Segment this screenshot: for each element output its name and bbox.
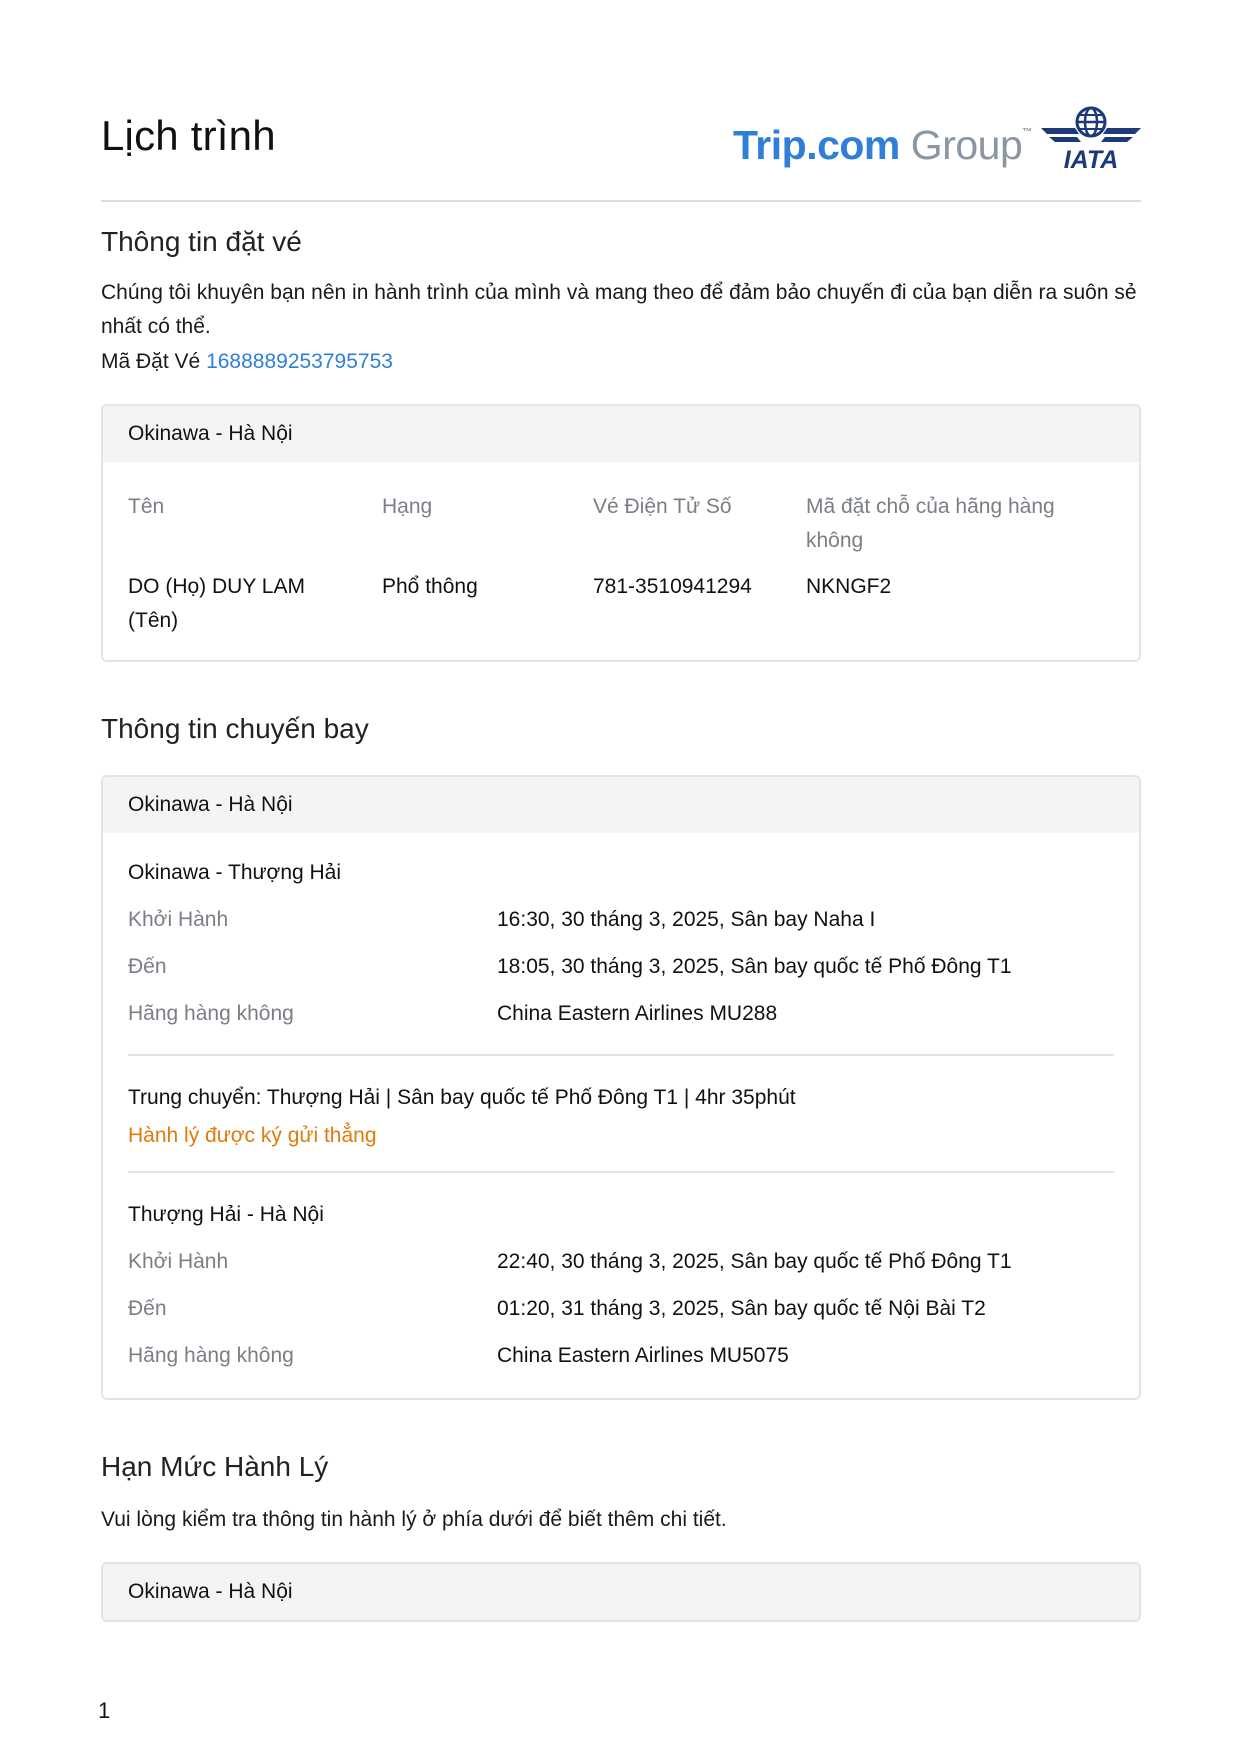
print-advice-text: Chúng tôi khuyên bạn nên in hành trình của mình và mang theo để đảm bảo chuyến đi của bạn diễn ra suôn sẻ nhất có thể. xyxy=(101,281,1137,338)
flight-card-route: Okinawa - Hà Nội xyxy=(103,777,1139,833)
segment-2-arrival: 01:20, 31 tháng 3, 2025, Sân bay quốc tế Nội Bài T2 xyxy=(497,1297,986,1320)
segment-2-departure-label: Khởi Hành xyxy=(128,1250,229,1273)
segment-2-airline-label: Hãng hàng không xyxy=(128,1344,294,1367)
baggage-allowance-title: Hạn Mức Hành Lý xyxy=(101,1451,329,1482)
booking-info-title: Thông tin đặt vé xyxy=(101,226,302,257)
passenger-card-route: Okinawa - Hà Nội xyxy=(103,406,1139,462)
flight-info-title: Thông tin chuyến bay xyxy=(101,713,369,744)
segment-1-arrival-label: Đến xyxy=(128,955,167,978)
column-header-ticket-number: Vé Điện Tử Số xyxy=(593,495,732,518)
baggage-through-note: Hành lý được ký gửi thẳng xyxy=(128,1124,377,1147)
booking-number-label: Mã Đặt Vé xyxy=(101,350,201,373)
segment-2-airline: China Eastern Airlines MU5075 xyxy=(497,1344,789,1367)
booking-number[interactable]: 1688889253795753 xyxy=(206,350,393,373)
column-header-airline-pnr: Mã đặt chỗ của hãng hàng không xyxy=(806,495,1055,552)
segment-1-departure: 16:30, 30 tháng 3, 2025, Sân bay Naha I xyxy=(497,908,876,931)
segment-2-route: Thượng Hải - Hà Nội xyxy=(128,1203,324,1226)
divider xyxy=(128,1054,1114,1056)
segment-2-arrival-label: Đến xyxy=(128,1297,167,1320)
page-number: 1 xyxy=(98,1698,111,1723)
passenger-card xyxy=(101,404,1141,662)
airline-pnr: NKNGF2 xyxy=(806,575,892,598)
segment-1-departure-label: Khởi Hành xyxy=(128,908,229,931)
segment-1-airline: China Eastern Airlines MU288 xyxy=(497,1002,778,1025)
booking-number-row xyxy=(101,345,1141,379)
ticket-number: 781-3510941294 xyxy=(593,575,752,598)
column-header-name: Tên xyxy=(128,495,165,518)
page-title: Lịch trình xyxy=(101,112,276,159)
trip-com-group-logo: Trip.com Group™ xyxy=(733,122,1032,168)
segment-1-airline-label: Hãng hàng không xyxy=(128,1002,294,1025)
passenger-name: DO (Họ) DUY LAM (Tên) xyxy=(128,575,305,632)
flight-segments xyxy=(103,833,1139,1398)
transfer-info: Trung chuyển: Thượng Hải | Sân bay quốc tế Phố Đông T1 | 4hr 35phút xyxy=(128,1086,796,1109)
segment-1-route: Okinawa - Thượng Hải xyxy=(128,861,342,884)
baggage-card-route: Okinawa - Hà Nội xyxy=(103,1564,1139,1620)
segment-2-departure: 22:40, 30 tháng 3, 2025, Sân bay quốc tế Phố Đông T1 xyxy=(497,1250,1012,1273)
svg-text:IATA: IATA xyxy=(1063,146,1119,174)
baggage-card xyxy=(101,1562,1141,1622)
page-header xyxy=(101,100,1141,202)
column-header-class: Hạng xyxy=(382,495,433,518)
iata-logo xyxy=(1039,104,1143,174)
divider xyxy=(128,1171,1114,1173)
segment-1-arrival: 18:05, 30 tháng 3, 2025, Sân bay quốc tế Phố Đông T1 xyxy=(497,955,1012,978)
passenger-class: Phổ thông xyxy=(382,575,478,598)
baggage-note: Vui lòng kiểm tra thông tin hành lý ở phía dưới để biết thêm chi tiết. xyxy=(101,1508,727,1531)
flight-card xyxy=(101,775,1141,1400)
passenger-table xyxy=(103,462,1139,662)
